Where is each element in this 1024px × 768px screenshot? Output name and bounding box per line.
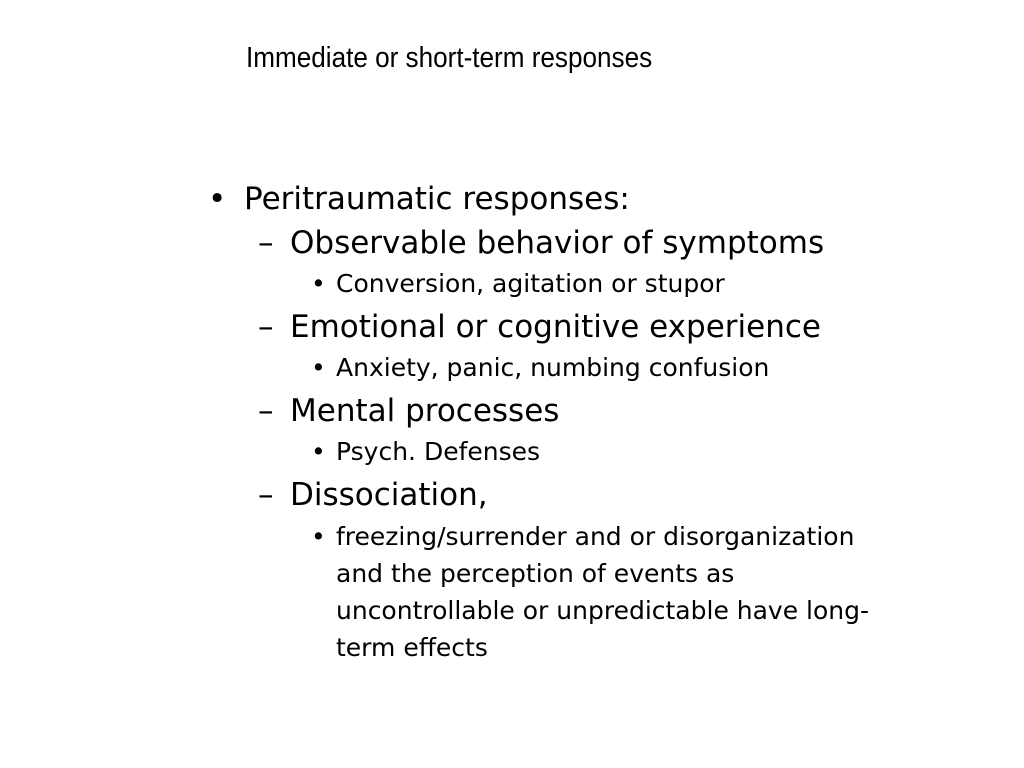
detail-text: Anxiety, panic, numbing confusion <box>336 353 770 382</box>
detail-text: uncontrollable or unpredictable have long- <box>336 596 870 625</box>
subitem-text: Dissociation, <box>290 477 488 513</box>
dash-marker: – <box>258 393 274 429</box>
subbullet-marker: • <box>311 437 326 466</box>
subbullet-marker: • <box>311 353 326 382</box>
detail-text: Psych. Defenses <box>336 437 541 466</box>
dash-marker: – <box>258 225 274 261</box>
dash-marker: – <box>258 309 274 345</box>
bullet-text: Peritraumatic responses: <box>244 181 630 217</box>
bullet-marker: • <box>208 181 227 217</box>
detail-text: and the perception of events as <box>336 559 735 588</box>
subitem-text: Mental processes <box>290 393 560 429</box>
subbullet-marker: • <box>311 522 326 551</box>
detail-text: Conversion, agitation or stupor <box>336 269 725 298</box>
detail-text: freezing/surrender and or disorganization <box>336 522 855 551</box>
slide-title: Immediate or short-term responses <box>246 42 653 74</box>
subitem-text: Emotional or cognitive experience <box>290 309 821 345</box>
detail-text: term effects <box>336 633 488 662</box>
dash-marker: – <box>258 477 274 513</box>
subitem-text: Observable behavior of symptoms <box>290 225 825 261</box>
subbullet-marker: • <box>311 269 326 298</box>
